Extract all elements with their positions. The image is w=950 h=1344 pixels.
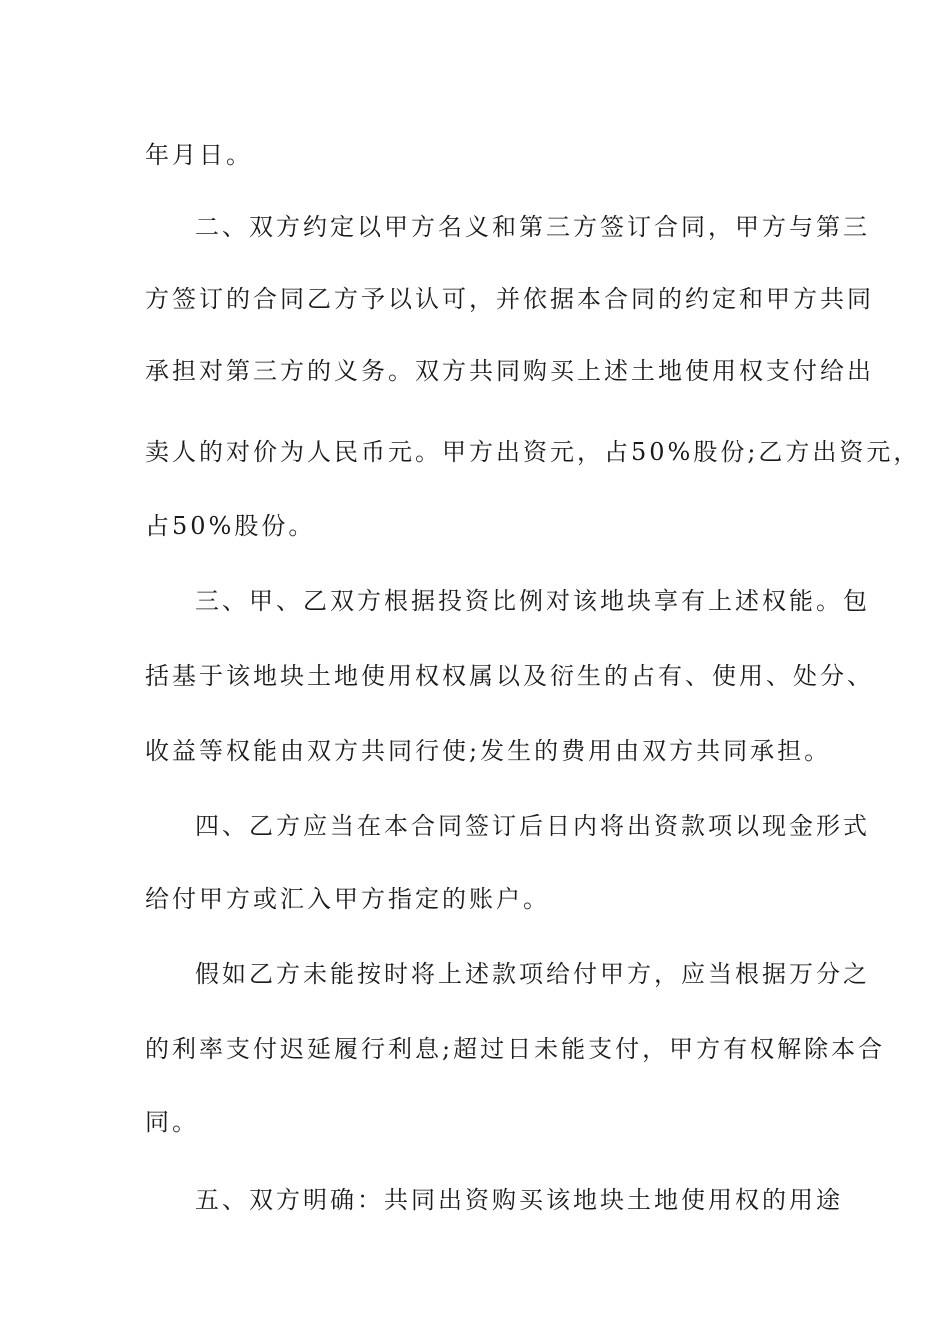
text-line-14: 同。 xyxy=(145,1108,199,1136)
text-line-10: 四、乙方应当在本合同签订后日内将出资款项以现金形式 xyxy=(195,812,870,840)
text-line-7: 三、甲、乙双方根据投资比例对该地块享有上述权能。包 xyxy=(195,587,870,615)
text-line-3: 方签订的合同乙方予以认可，并依据本合同的约定和甲方共同 xyxy=(145,285,874,313)
text-line-6: 占50%股份。 xyxy=(145,512,316,540)
text-line-8: 括基于该地块土地使用权权属以及衍生的占有、使用、处分、 xyxy=(145,662,874,690)
text-line-9: 收益等权能由双方共同行使;发生的费用由双方共同承担。 xyxy=(145,737,832,765)
text-line-15: 五、双方明确：共同出资购买该地块土地使用权的用途 xyxy=(195,1186,843,1214)
text-line-12: 假如乙方未能按时将上述款项给付甲方，应当根据万分之 xyxy=(195,960,870,988)
text-line-1: 年月日。 xyxy=(145,141,253,169)
text-line-4: 承担对第三方的义务。双方共同购买上述土地使用权支付给出 xyxy=(145,357,874,385)
text-line-11: 给付甲方或汇入甲方指定的账户。 xyxy=(145,885,550,913)
text-line-2: 二、双方约定以甲方名义和第三方签订合同，甲方与第三 xyxy=(195,213,870,241)
text-line-5: 卖人的对价为人民币元。甲方出资元，占50%股份;乙方出资元， xyxy=(145,438,921,466)
text-line-13: 的利率支付迟延履行利息;超过日未能支付，甲方有权解除本合 xyxy=(145,1035,886,1063)
